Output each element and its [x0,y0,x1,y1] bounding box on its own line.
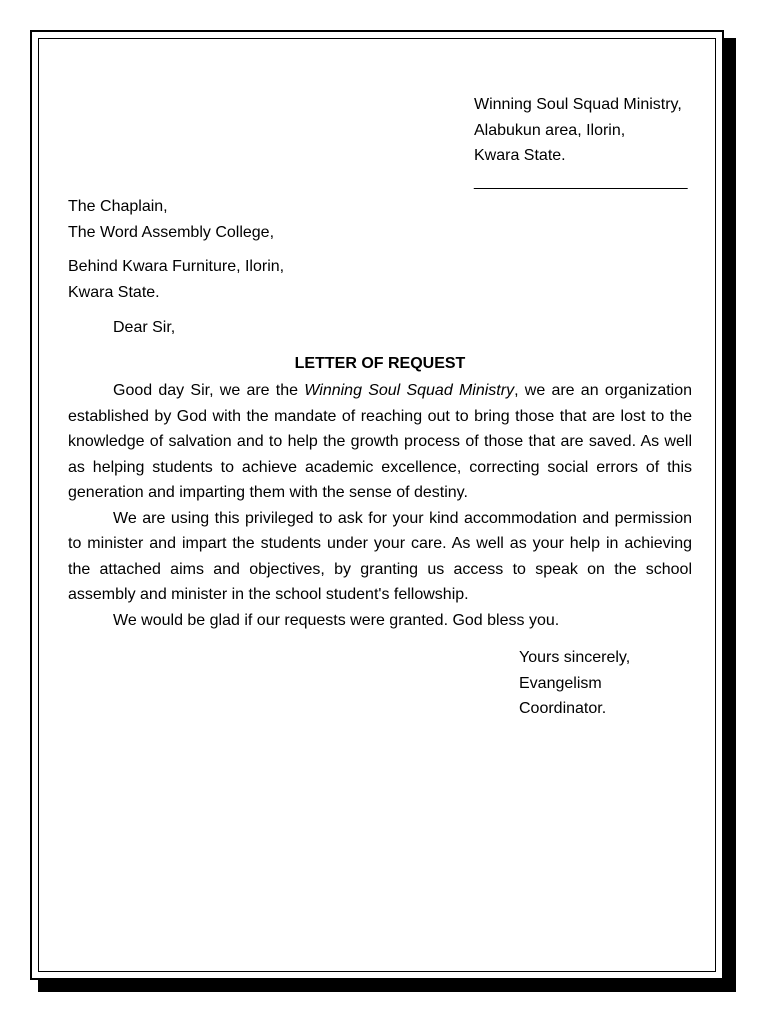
paragraph-text: , we are an organization established by God with the mandate of reaching out to bring those that are lost to the knowledge of salvation and to help the growth process of those that are saved. As well as helping students to achieve academic excellence, correcting social errors of this generation and imparting them with the sense of destiny. [68,382,693,501]
recipient-line: The Chaplain, [68,198,168,215]
sender-address [474,92,714,194]
letter-body [68,378,692,633]
sender-line: Alabukun area, Ilorin, [474,121,626,139]
recipient-address [68,194,428,305]
sender-line: Winning Soul Squad Ministry, [474,96,682,113]
body-paragraph-3: We would be glad if our requests were granted. God bless you. [113,611,560,629]
recipient-line: The Word Assembly College, [68,223,275,241]
closing-signature [519,645,699,722]
ministry-name-emphasis: Winning Soul Squad Ministry [304,382,515,399]
body-paragraph-1 [68,378,692,506]
sender-line: Kwara State. [474,147,566,164]
recipient-line: Behind Kwara Furniture, Ilorin, [68,258,285,275]
salutation: Dear Sir, [113,319,176,336]
body-paragraph-2: We are using this privileged to ask for your kind accommodation and permission to minister and impart the students under your care. As well as your help in achieving the attached aims and objectives, by granting us access to speak on the school assembly and minister in the school student's fellowship. [68,509,692,603]
closing-line: Yours sincerely, [519,649,631,666]
date-blank-line: ________________________ [474,172,688,190]
closing-line: Evangelism [519,674,602,692]
paragraph-text: Good day Sir, we are the [113,382,305,399]
closing-line: Coordinator. [519,700,607,717]
letter-title: LETTER OF REQUEST [294,355,466,372]
recipient-line: Kwara State. [68,283,160,301]
